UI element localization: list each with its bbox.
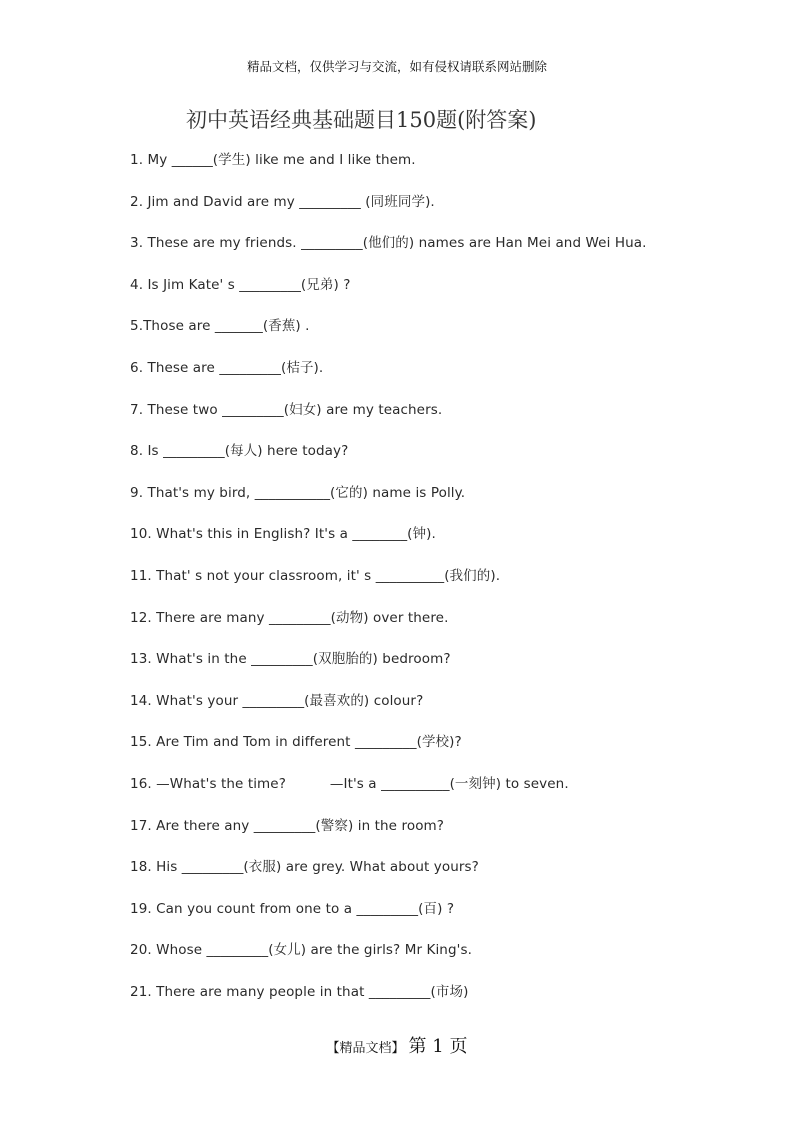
- question-item: 1. My ______(学生) like me and I like them.: [130, 152, 416, 168]
- question-item: 5.Those are _______(香蕉) .: [130, 318, 310, 335]
- question-item: 12. There are many _________(动物) over there.: [130, 609, 449, 626]
- question-item: 10. What's this in English? It's a ________(钟).: [130, 526, 436, 543]
- page-footer: [0, 1032, 794, 1058]
- question-item: 19. Can you count from one to a _________(百) ?: [130, 900, 455, 917]
- question-item: 21. There are many people in that _________(市场): [130, 983, 469, 1000]
- document-title: 初中英语经典基础题目150题(附答案): [186, 108, 537, 132]
- question-item: 13. What's in the _________(双胞胎的) bedroom?: [130, 651, 451, 668]
- question-item: 18. His _________(衣服) are grey. What about yours?: [130, 859, 479, 876]
- footer-tag: 【精品文档】: [326, 1041, 405, 1056]
- question-item: 14. What's your _________(最喜欢的) colour?: [130, 692, 424, 709]
- question-item: 4. Is Jim Kate' s _________(兄弟) ?: [130, 276, 351, 293]
- question-list: [130, 148, 647, 1021]
- question-item: 15. Are Tim and Tom in different _________(学校)?: [130, 734, 462, 751]
- page-number: 第 1 页: [408, 1036, 468, 1057]
- question-item: 11. That' s not your classroom, it' s __________(我们的).: [130, 567, 501, 584]
- question-item: 8. Is _________(每人) here today?: [130, 443, 349, 460]
- question-item: 7. These two _________(妇女) are my teachers.: [130, 401, 443, 418]
- question-item: 2. Jim and David are my _________ (同班同学).: [130, 193, 435, 210]
- question-item: 17. Are there any _________(警察) in the room?: [130, 817, 445, 834]
- question-item: 16. —What's the time? —It's a __________(一刻钟) to seven.: [130, 775, 569, 792]
- header-note: 精品文档，仅供学习与交流，如有侵权请联系网站删除: [246, 59, 547, 74]
- question-item: 20. Whose _________(女儿) are the girls? Mr King's.: [130, 942, 472, 959]
- question-item: 9. That's my bird, ___________(它的) name is Polly.: [130, 484, 466, 501]
- question-item: 6. These are _________(桔子).: [130, 359, 324, 376]
- question-item: 3. These are my friends. _________(他们的) names are Han Mei and Wei Hua.: [130, 235, 647, 252]
